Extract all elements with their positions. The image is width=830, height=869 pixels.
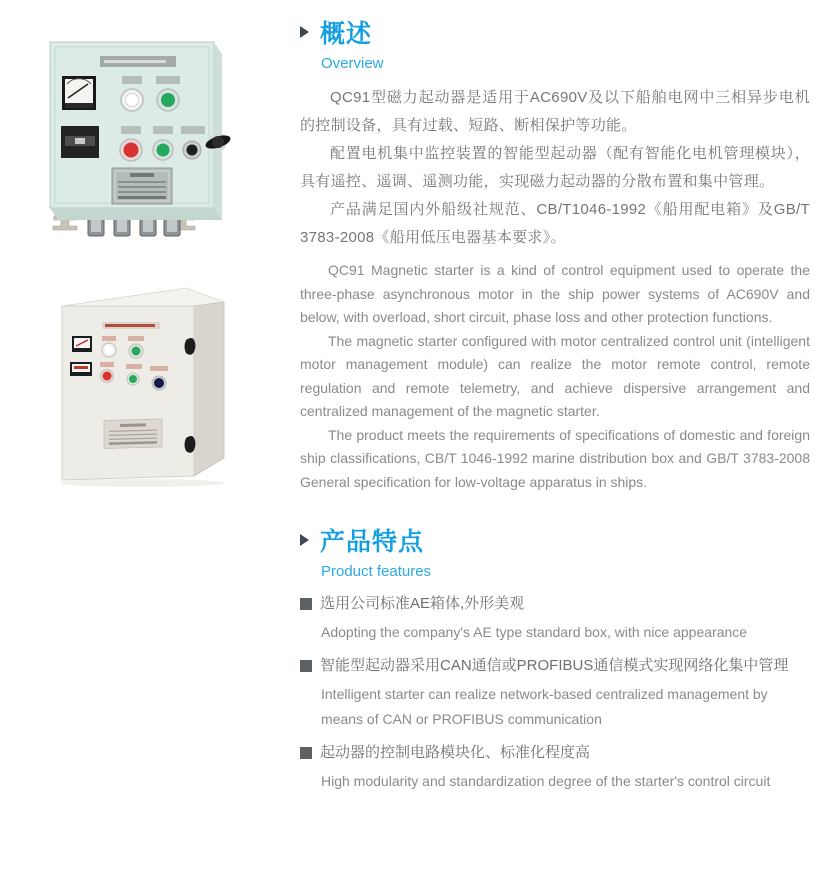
- feature-item: [300, 741, 810, 794]
- features-list: [300, 592, 810, 794]
- feature-zh-line: [300, 654, 810, 678]
- feature-item: [300, 592, 810, 645]
- feature-zh-line: [300, 741, 810, 765]
- overview-paragraph-zh: 产品满足国内外船级社规范、CB/T1046-1992《船用配电箱》及GB/T 3783-2008《船用低压电器基本要求》。: [300, 201, 810, 246]
- overview-paragraph-zh: 配置电机集中监控装置的智能型起动器（配有智能化电机管理模块），具有遥控、遥调、遥测功能，实现磁力起动器的分散布置和集中管理。: [300, 145, 810, 190]
- feature-en-text: Intelligent starter can realize network-based centralized management by means of CAN or PROFIBUS communication: [321, 686, 768, 727]
- overview-title-en: Overview: [321, 55, 384, 72]
- section-marker-icon: [300, 26, 309, 38]
- content-column: [300, 12, 810, 796]
- starter-angled-view-icon: [46, 280, 238, 492]
- overview-paragraph-zh: QC91型磁力起动器是适用于AC690V及以下船舶电网中三相异步电机的控制设备，具有过载、短路、断相保护等功能。: [300, 89, 810, 134]
- overview-section: [300, 14, 810, 494]
- overview-paragraph-en: The product meets the requirements of specifications of domestic and foreign ship classifications, CB/T 1046-1992 marine distribution box and GB/T 3783-2008 General specification for low-voltage apparatus in ships.: [300, 426, 810, 490]
- overview-paragraph-en: The magnetic starter configured with motor centralized control unit (intelligent motor management module) can realize the motor remote control, remote regulation and remote telemetry, and achieve dispersive arrangement and centralized management of the magnetic starter.: [300, 332, 810, 419]
- section-marker-icon: [300, 534, 309, 546]
- feature-en-text: Adopting the company's AE type standard box, with nice appearance: [321, 624, 748, 640]
- features-title-zh: 产品特点: [320, 528, 425, 556]
- bullet-square-icon: [300, 598, 312, 610]
- features-header: [300, 522, 810, 558]
- product-photo-front: [42, 40, 238, 253]
- overview-english-text: [300, 259, 810, 494]
- overview-chinese-text: [300, 84, 810, 252]
- feature-zh-line: [300, 592, 810, 616]
- overview-header: [300, 14, 810, 50]
- feature-en-text: High modularity and standardization degree of the starter's control circuit: [321, 773, 771, 789]
- feature-zh-text: 选用公司标准AE箱体,外形美观: [320, 595, 525, 612]
- features-section: [300, 522, 810, 794]
- features-title-en: Product features: [321, 563, 432, 580]
- starter-front-view-icon: [42, 40, 238, 248]
- feature-item: [300, 654, 810, 732]
- overview-title-zh: 概述: [320, 20, 373, 48]
- product-photo-angled: [46, 280, 238, 497]
- feature-zh-text: 智能型起动器采用CAN通信或PROFIBUS通信模式实现网络化集中管理: [320, 657, 789, 674]
- bullet-square-icon: [300, 660, 312, 672]
- feature-zh-text: 起动器的控制电路模块化、标准化程度高: [320, 744, 591, 761]
- bullet-square-icon: [300, 747, 312, 759]
- overview-paragraph-en: QC91 Magnetic starter is a kind of control equipment used to operate the three-phase asynchronous motor in the ship power systems of AC690V and below, with overload, short circuit, phase loss and other protection functions.: [300, 262, 810, 325]
